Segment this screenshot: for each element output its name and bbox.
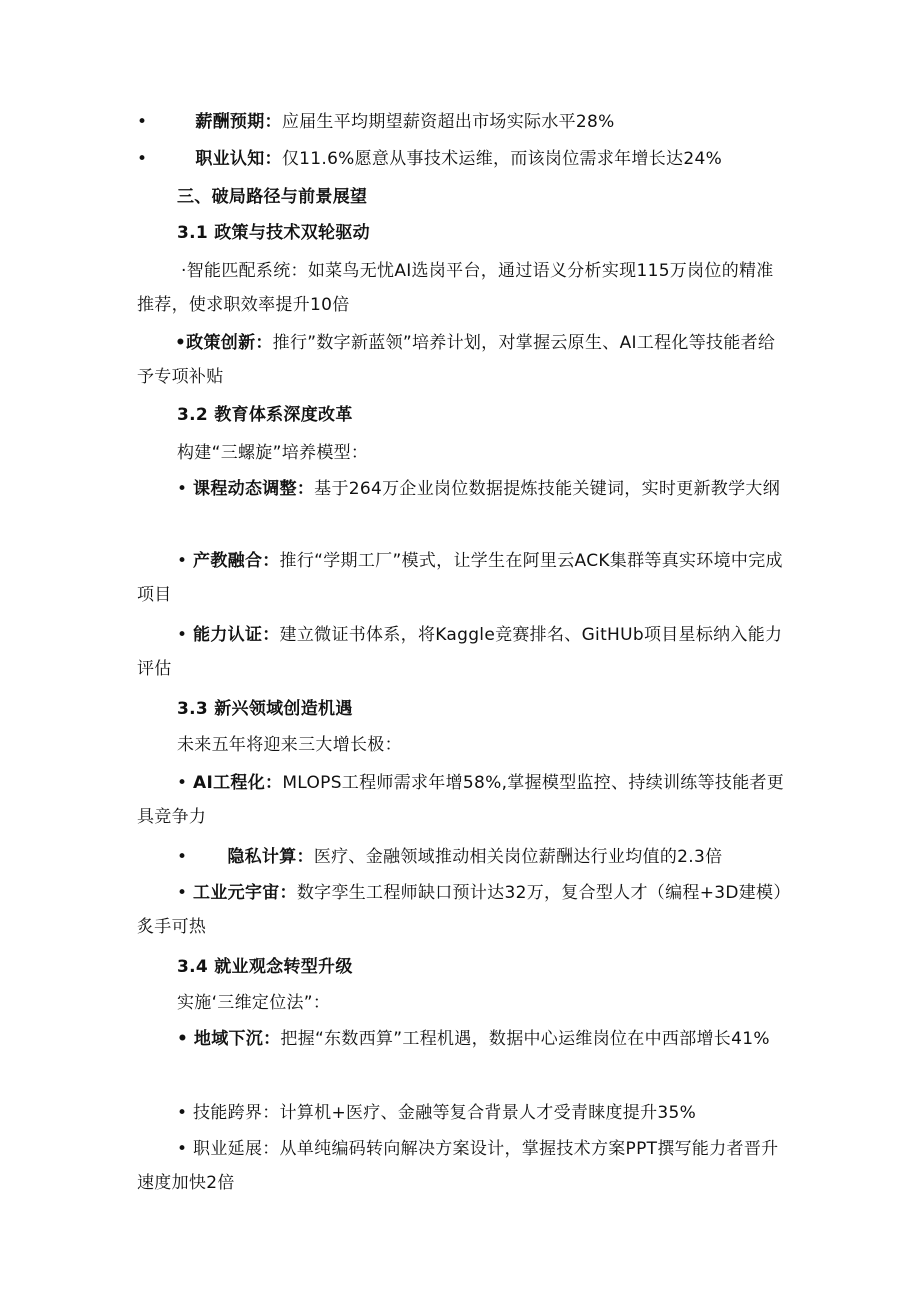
intro-text: 未来五年将迎来三大增长极： [177, 735, 402, 755]
item-text: 仅11.6%愿意从事技术运维，而该岗位需求年增长达24% [281, 149, 723, 169]
item-title: 地域下沉： [193, 1029, 281, 1049]
list-item [137, 1132, 787, 1200]
subsection-heading: 3.3 新兴领域创造机遇 [177, 699, 353, 719]
bullet: • [177, 773, 188, 793]
item-text: 建立微证书体系，将Kaggle竞赛排名、GitHUb项目星标纳入能力评估 [137, 625, 783, 679]
item-text: 技能跨界：计算机+医疗、金融等复合背景人才受青睐度提升35% [193, 1103, 697, 1123]
bullet: • [177, 1103, 188, 1123]
item-title: AI工程化： [193, 773, 283, 793]
list-item [137, 840, 787, 874]
item-title: 产教融合： [193, 551, 280, 571]
intro-text: 实施‘三维定位法”： [177, 993, 331, 1013]
item-text: 推行“学期工厂”模式，让学生在阿里云ACK集群等真实环境中完成项目 [137, 551, 783, 605]
item-text: 把握“东数西算”工程机遇，数据中心运维岗位在中西部增长41% [280, 1029, 770, 1049]
bullet: • [177, 883, 188, 903]
list-item [137, 1096, 787, 1130]
list-item [137, 142, 787, 176]
item-title: 薪酬预期： [195, 112, 282, 132]
item-title: 能力认证： [193, 625, 280, 645]
item-text: 职业延展：从单纯编码转向解决方案设计，掌握技术方案PPT撰写能力者晋升速度加快2倍 [137, 1139, 779, 1193]
bullet: • [177, 551, 188, 571]
paragraph [137, 326, 787, 394]
item-text: 数字孪生工程师缺口预计达32万，复合型人才（编程+3D建模）炙手可热 [137, 883, 783, 937]
subsection-heading: 3.4 就业观念转型升级 [177, 957, 353, 977]
intro-text: 构建“三螺旋”培养模型： [177, 443, 369, 463]
bullet: • [137, 112, 148, 132]
bullet: • [177, 1139, 188, 1159]
bullet: • [175, 333, 187, 353]
item-text: 应届生平均期望薪资超出市场实际水平28% [281, 112, 615, 132]
item-title: 课程动态调整： [193, 479, 315, 499]
item-text: 医疗、金融领域推动相关岗位薪酬达行业均值的2.3倍 [313, 847, 723, 867]
list-item [137, 876, 787, 944]
paragraph-text: 智能匹配系统：如菜鸟无忧AI选岗平台，通过语义分析实现115万岗位的精准推荐，使求职效率提升10倍 [137, 261, 774, 315]
item-title: 职业认知： [195, 149, 282, 169]
bullet: • [177, 625, 188, 645]
list-item [137, 544, 787, 612]
subsection-heading: 3.1 政策与技术双轮驱动 [177, 223, 370, 243]
bullet: • [177, 847, 188, 867]
section-heading: 三、破局路径与前景展望 [177, 187, 368, 207]
item-text: 基于264万企业岗位数据提炼技能关键词，实时更新教学大纲 [314, 479, 781, 499]
item-text: MLOPS工程师需求年增58%,掌握模型监控、持续训练等技能者更具竞争力 [137, 773, 785, 827]
list-item [137, 472, 787, 506]
bullet: • [177, 479, 188, 499]
list-item [137, 618, 787, 686]
bullet: • [177, 1029, 189, 1049]
list-item [137, 766, 787, 834]
subsection-heading: 3.2 教育体系深度改革 [177, 405, 353, 425]
bullet: • [137, 149, 148, 169]
item-title: 工业元宇宙： [193, 883, 297, 903]
bullet: · [181, 261, 187, 281]
item-title: 政策创新： [186, 333, 273, 353]
list-item [137, 1022, 787, 1056]
paragraph [137, 254, 787, 322]
paragraph-text: 推行”数字新蓝领”培养计划，对掌握云原生、AI工程化等技能者给予专项补贴 [137, 333, 776, 387]
list-item [137, 105, 787, 139]
item-title: 隐私计算： [227, 847, 314, 867]
